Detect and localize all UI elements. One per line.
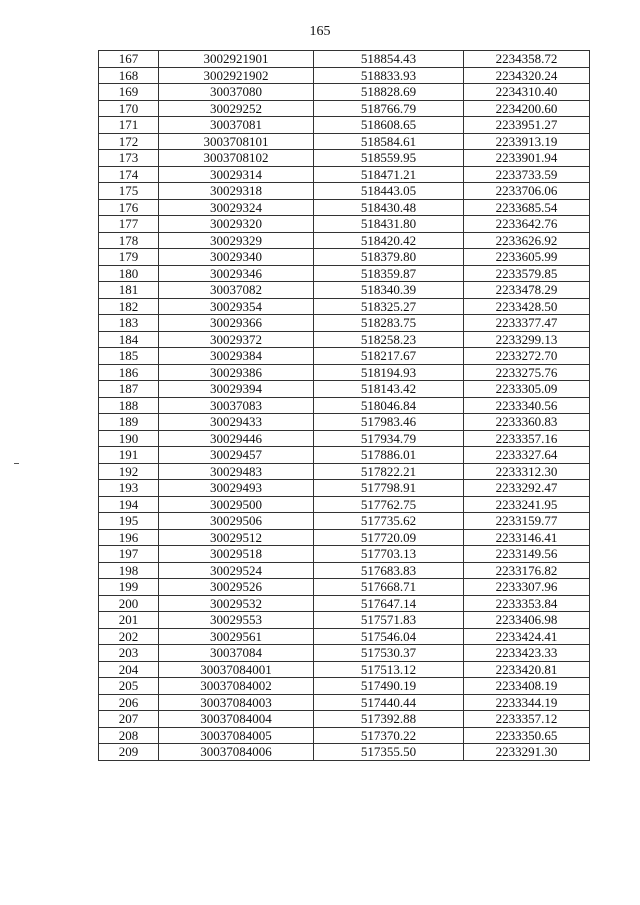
table-row — [99, 727, 590, 744]
point-id-cell: 30037084003 — [159, 694, 314, 711]
table-row — [99, 150, 590, 167]
point-number-cell: 178 — [99, 232, 159, 249]
y-coordinate-cell: 2233360.83 — [464, 414, 590, 431]
x-coordinate-cell: 518828.69 — [314, 84, 464, 101]
table-row — [99, 117, 590, 134]
point-id-cell: 3002921902 — [159, 67, 314, 84]
x-coordinate-cell: 517683.83 — [314, 562, 464, 579]
y-coordinate-cell: 2233951.27 — [464, 117, 590, 134]
x-coordinate-cell: 518283.75 — [314, 315, 464, 332]
table-row — [99, 67, 590, 84]
x-coordinate-cell: 518258.23 — [314, 331, 464, 348]
point-id-cell: 30029553 — [159, 612, 314, 629]
point-id-cell: 30037084004 — [159, 711, 314, 728]
point-id-cell: 30037084 — [159, 645, 314, 662]
x-coordinate-cell: 517822.21 — [314, 463, 464, 480]
y-coordinate-cell: 2233275.76 — [464, 364, 590, 381]
table-row — [99, 711, 590, 728]
y-coordinate-cell: 2233406.98 — [464, 612, 590, 629]
y-coordinate-cell: 2233344.19 — [464, 694, 590, 711]
x-coordinate-cell: 517530.37 — [314, 645, 464, 662]
margin-mark — [14, 463, 19, 464]
x-coordinate-cell: 518430.48 — [314, 199, 464, 216]
y-coordinate-cell: 2233478.29 — [464, 282, 590, 299]
x-coordinate-cell: 517546.04 — [314, 628, 464, 645]
point-id-cell: 30029386 — [159, 364, 314, 381]
point-number-cell: 191 — [99, 447, 159, 464]
y-coordinate-cell: 2233733.59 — [464, 166, 590, 183]
y-coordinate-cell: 2233299.13 — [464, 331, 590, 348]
point-number-cell: 169 — [99, 84, 159, 101]
point-number-cell: 190 — [99, 430, 159, 447]
point-id-cell: 30029366 — [159, 315, 314, 332]
table-row — [99, 249, 590, 266]
table-row — [99, 265, 590, 282]
x-coordinate-cell: 518584.61 — [314, 133, 464, 150]
point-id-cell: 30037084002 — [159, 678, 314, 695]
y-coordinate-cell: 2233353.84 — [464, 595, 590, 612]
point-id-cell: 30029354 — [159, 298, 314, 315]
y-coordinate-cell: 2233241.95 — [464, 496, 590, 513]
y-coordinate-cell: 2233176.82 — [464, 562, 590, 579]
point-id-cell: 30029446 — [159, 430, 314, 447]
x-coordinate-cell: 517355.50 — [314, 744, 464, 761]
point-id-cell: 30029320 — [159, 216, 314, 233]
point-id-cell: 30029518 — [159, 546, 314, 563]
point-id-cell: 30029329 — [159, 232, 314, 249]
point-id-cell: 30029561 — [159, 628, 314, 645]
point-id-cell: 30029324 — [159, 199, 314, 216]
x-coordinate-cell: 518766.79 — [314, 100, 464, 117]
table-row — [99, 480, 590, 497]
y-coordinate-cell: 2233428.50 — [464, 298, 590, 315]
page-number: 165 — [309, 24, 331, 39]
x-coordinate-cell: 517392.88 — [314, 711, 464, 728]
x-coordinate-cell: 518359.87 — [314, 265, 464, 282]
point-number-cell: 185 — [99, 348, 159, 365]
point-id-cell: 30037084005 — [159, 727, 314, 744]
point-number-cell: 200 — [99, 595, 159, 612]
point-id-cell: 30029314 — [159, 166, 314, 183]
x-coordinate-cell: 517668.71 — [314, 579, 464, 596]
point-number-cell: 206 — [99, 694, 159, 711]
point-id-cell: 30037081 — [159, 117, 314, 134]
y-coordinate-cell: 2233579.85 — [464, 265, 590, 282]
y-coordinate-cell: 2233377.47 — [464, 315, 590, 332]
y-coordinate-cell: 2233272.70 — [464, 348, 590, 365]
point-number-cell: 209 — [99, 744, 159, 761]
point-id-cell: 30037083 — [159, 397, 314, 414]
table-row — [99, 744, 590, 761]
point-number-cell: 171 — [99, 117, 159, 134]
y-coordinate-cell: 2234310.40 — [464, 84, 590, 101]
point-id-cell: 30029457 — [159, 447, 314, 464]
x-coordinate-cell: 517735.62 — [314, 513, 464, 530]
point-number-cell: 195 — [99, 513, 159, 530]
point-id-cell: 30029394 — [159, 381, 314, 398]
point-number-cell: 203 — [99, 645, 159, 662]
point-id-cell: 30029500 — [159, 496, 314, 513]
x-coordinate-cell: 518854.43 — [314, 51, 464, 68]
point-id-cell: 30029372 — [159, 331, 314, 348]
y-coordinate-cell: 2233605.99 — [464, 249, 590, 266]
y-coordinate-cell: 2233146.41 — [464, 529, 590, 546]
point-number-cell: 180 — [99, 265, 159, 282]
x-coordinate-cell: 518217.67 — [314, 348, 464, 365]
point-number-cell: 202 — [99, 628, 159, 645]
y-coordinate-cell: 2233159.77 — [464, 513, 590, 530]
y-coordinate-cell: 2233420.81 — [464, 661, 590, 678]
table-row — [99, 447, 590, 464]
x-coordinate-cell: 518379.80 — [314, 249, 464, 266]
point-id-cell: 30029252 — [159, 100, 314, 117]
point-number-cell: 183 — [99, 315, 159, 332]
point-number-cell: 207 — [99, 711, 159, 728]
table-row — [99, 199, 590, 216]
point-id-cell: 30029493 — [159, 480, 314, 497]
table-row — [99, 628, 590, 645]
point-number-cell: 186 — [99, 364, 159, 381]
point-id-cell: 30029483 — [159, 463, 314, 480]
point-id-cell: 30029524 — [159, 562, 314, 579]
table-row — [99, 546, 590, 563]
table-row — [99, 579, 590, 596]
x-coordinate-cell: 517490.19 — [314, 678, 464, 695]
x-coordinate-cell: 517720.09 — [314, 529, 464, 546]
y-coordinate-cell: 2234320.24 — [464, 67, 590, 84]
point-id-cell: 30029340 — [159, 249, 314, 266]
point-id-cell: 30037082 — [159, 282, 314, 299]
point-number-cell: 181 — [99, 282, 159, 299]
y-coordinate-cell: 2233901.94 — [464, 150, 590, 167]
table-row — [99, 562, 590, 579]
y-coordinate-cell: 2233305.09 — [464, 381, 590, 398]
table-row — [99, 232, 590, 249]
point-id-cell: 30029532 — [159, 595, 314, 612]
table-row — [99, 166, 590, 183]
x-coordinate-cell: 518833.93 — [314, 67, 464, 84]
point-number-cell: 208 — [99, 727, 159, 744]
x-coordinate-cell: 517934.79 — [314, 430, 464, 447]
y-coordinate-cell: 2233706.06 — [464, 183, 590, 200]
table-row — [99, 51, 590, 68]
y-coordinate-cell: 2233913.19 — [464, 133, 590, 150]
point-number-cell: 184 — [99, 331, 159, 348]
table-row — [99, 397, 590, 414]
y-coordinate-cell: 2233357.12 — [464, 711, 590, 728]
y-coordinate-cell: 2233423.33 — [464, 645, 590, 662]
point-number-cell: 182 — [99, 298, 159, 315]
point-id-cell: 30029526 — [159, 579, 314, 596]
table-row — [99, 348, 590, 365]
y-coordinate-cell: 2233350.65 — [464, 727, 590, 744]
table-row — [99, 678, 590, 695]
point-number-cell: 187 — [99, 381, 159, 398]
table-row — [99, 298, 590, 315]
table-row — [99, 315, 590, 332]
x-coordinate-cell: 517370.22 — [314, 727, 464, 744]
coordinates-table-body — [99, 51, 590, 761]
table-row — [99, 496, 590, 513]
point-number-cell: 188 — [99, 397, 159, 414]
table-row — [99, 595, 590, 612]
point-id-cell: 30029384 — [159, 348, 314, 365]
coordinates-table — [98, 50, 590, 761]
table-row — [99, 364, 590, 381]
point-number-cell: 176 — [99, 199, 159, 216]
y-coordinate-cell: 2233357.16 — [464, 430, 590, 447]
point-number-cell: 193 — [99, 480, 159, 497]
point-number-cell: 198 — [99, 562, 159, 579]
point-number-cell: 172 — [99, 133, 159, 150]
point-id-cell: 30029346 — [159, 265, 314, 282]
x-coordinate-cell: 517798.91 — [314, 480, 464, 497]
y-coordinate-cell: 2233149.56 — [464, 546, 590, 563]
point-number-cell: 167 — [99, 51, 159, 68]
point-id-cell: 30037080 — [159, 84, 314, 101]
point-number-cell: 196 — [99, 529, 159, 546]
point-id-cell: 30029512 — [159, 529, 314, 546]
point-number-cell: 199 — [99, 579, 159, 596]
point-number-cell: 189 — [99, 414, 159, 431]
y-coordinate-cell: 2233312.30 — [464, 463, 590, 480]
table-row — [99, 100, 590, 117]
point-id-cell: 30037084001 — [159, 661, 314, 678]
y-coordinate-cell: 2233685.54 — [464, 199, 590, 216]
y-coordinate-cell: 2234358.72 — [464, 51, 590, 68]
point-id-cell: 30037084006 — [159, 744, 314, 761]
x-coordinate-cell: 517571.83 — [314, 612, 464, 629]
y-coordinate-cell: 2233340.56 — [464, 397, 590, 414]
table-row — [99, 133, 590, 150]
table-row — [99, 183, 590, 200]
point-number-cell: 175 — [99, 183, 159, 200]
table-row — [99, 529, 590, 546]
point-number-cell: 204 — [99, 661, 159, 678]
table-row — [99, 430, 590, 447]
x-coordinate-cell: 517886.01 — [314, 447, 464, 464]
point-id-cell: 30029433 — [159, 414, 314, 431]
point-number-cell: 177 — [99, 216, 159, 233]
table-row — [99, 645, 590, 662]
table-row — [99, 282, 590, 299]
x-coordinate-cell: 518608.65 — [314, 117, 464, 134]
table-row — [99, 331, 590, 348]
point-number-cell: 173 — [99, 150, 159, 167]
point-number-cell: 194 — [99, 496, 159, 513]
x-coordinate-cell: 517513.12 — [314, 661, 464, 678]
x-coordinate-cell: 518046.84 — [314, 397, 464, 414]
x-coordinate-cell: 518559.95 — [314, 150, 464, 167]
table-row — [99, 381, 590, 398]
y-coordinate-cell: 2233626.92 — [464, 232, 590, 249]
point-id-cell: 30029318 — [159, 183, 314, 200]
x-coordinate-cell: 518194.93 — [314, 364, 464, 381]
table-row — [99, 612, 590, 629]
point-number-cell: 201 — [99, 612, 159, 629]
y-coordinate-cell: 2233307.96 — [464, 579, 590, 596]
table-row — [99, 216, 590, 233]
x-coordinate-cell: 517703.13 — [314, 546, 464, 563]
x-coordinate-cell: 517647.14 — [314, 595, 464, 612]
table-row — [99, 84, 590, 101]
y-coordinate-cell: 2233408.19 — [464, 678, 590, 695]
y-coordinate-cell: 2233642.76 — [464, 216, 590, 233]
point-number-cell: 197 — [99, 546, 159, 563]
point-number-cell: 192 — [99, 463, 159, 480]
y-coordinate-cell: 2233292.47 — [464, 480, 590, 497]
x-coordinate-cell: 517983.46 — [314, 414, 464, 431]
x-coordinate-cell: 517440.44 — [314, 694, 464, 711]
x-coordinate-cell: 518443.05 — [314, 183, 464, 200]
point-number-cell: 170 — [99, 100, 159, 117]
y-coordinate-cell: 2233424.41 — [464, 628, 590, 645]
point-id-cell: 3003708102 — [159, 150, 314, 167]
y-coordinate-cell: 2233291.30 — [464, 744, 590, 761]
x-coordinate-cell: 518340.39 — [314, 282, 464, 299]
point-id-cell: 3002921901 — [159, 51, 314, 68]
y-coordinate-cell: 2233327.64 — [464, 447, 590, 464]
point-number-cell: 168 — [99, 67, 159, 84]
x-coordinate-cell: 518143.42 — [314, 381, 464, 398]
table-row — [99, 463, 590, 480]
y-coordinate-cell: 2234200.60 — [464, 100, 590, 117]
point-number-cell: 205 — [99, 678, 159, 695]
x-coordinate-cell: 518431.80 — [314, 216, 464, 233]
table-row — [99, 414, 590, 431]
x-coordinate-cell: 517762.75 — [314, 496, 464, 513]
x-coordinate-cell: 518471.21 — [314, 166, 464, 183]
table-row — [99, 513, 590, 530]
table-row — [99, 661, 590, 678]
point-number-cell: 174 — [99, 166, 159, 183]
x-coordinate-cell: 518420.42 — [314, 232, 464, 249]
point-id-cell: 30029506 — [159, 513, 314, 530]
x-coordinate-cell: 518325.27 — [314, 298, 464, 315]
point-number-cell: 179 — [99, 249, 159, 266]
table-row — [99, 694, 590, 711]
point-id-cell: 3003708101 — [159, 133, 314, 150]
